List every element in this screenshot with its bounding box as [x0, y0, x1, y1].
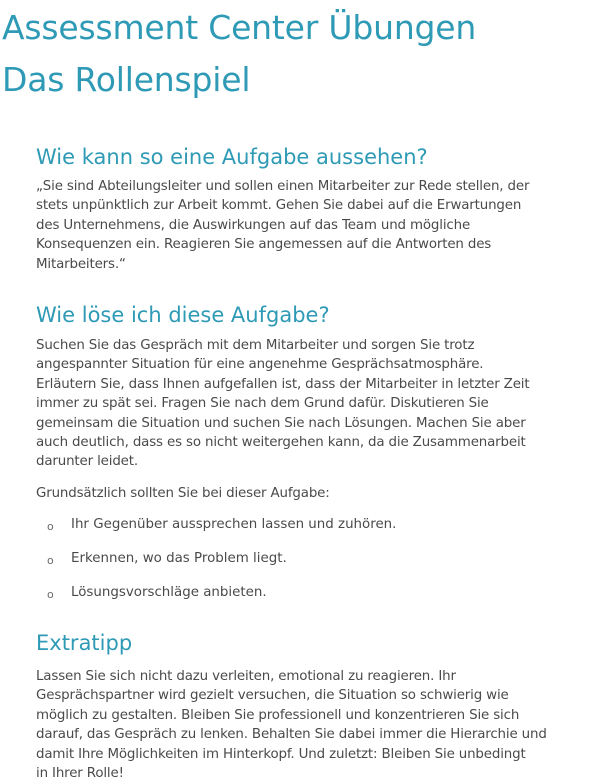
list-item-text: Erkennen, wo das Problem liegt.: [71, 551, 287, 566]
page-title: [2, 2, 476, 106]
list-item-text: Ihr Gegenüber aussprechen lassen und zuhören.: [71, 517, 397, 532]
intro-text: Grundsätzlich sollten Sie bei dieser Aufgabe:: [36, 486, 330, 501]
text-line: darauf, das Gespräch zu lenken. Behalten Sie dabei immer die Hierarchie und: [36, 727, 547, 743]
list-item-text: Lösungsvorschläge anbieten.: [71, 585, 267, 600]
text-line: in Ihrer Rolle!: [36, 766, 124, 782]
text-line: Gesprächspartner wird gezielt versuchen, die Situation so schwierig wie: [36, 688, 509, 704]
text-line: Mitarbeiters.“: [36, 256, 126, 272]
page-title-line2: Das Rollenspiel: [2, 60, 251, 99]
section2-intro: [36, 484, 611, 503]
bullet-marker: o: [47, 588, 54, 601]
text-line: auch deutlich, dass es so nicht weitergehen kann, da die Zusammenarbeit: [36, 435, 526, 451]
bullet-marker: o: [47, 520, 54, 533]
text-line: immer zu spät sei. Fragen Sie nach dem Grund dafür. Diskutieren Sie: [36, 396, 489, 412]
text-line: gemeinsam die Situation und suchen Sie nach Lösungen. Machen Sie aber: [36, 415, 526, 431]
section3-paragraph: [36, 667, 611, 783]
text-line: stets unpünktlich zur Arbeit kommt. Gehen Sie dabei auf die Erwartungen: [36, 198, 522, 214]
text-line: Suchen Sie das Gespräch mit dem Mitarbeiter und sorgen Sie trotz: [36, 338, 475, 353]
page-title-line1: Assessment Center Übungen: [2, 8, 477, 47]
section2-heading: Wie löse ich diese Aufgabe?: [36, 303, 330, 327]
section1-paragraph: [36, 177, 611, 274]
section1-heading: Wie kann so eine Aufgabe aussehen?: [36, 145, 428, 169]
text-line: Erläutern Sie, dass Ihnen aufgefallen ist, dass der Mitarbeiter in letzter Zeit: [36, 376, 530, 392]
text-line: Konsequenzen ein. Reagieren Sie angemessen auf die Antworten des: [36, 237, 492, 253]
text-line: „Sie sind Abteilungsleiter und sollen einen Mitarbeiter zur Rede stellen, der: [36, 179, 530, 194]
bullet-marker: o: [47, 554, 54, 567]
section3-heading: Extratipp: [36, 631, 133, 655]
text-line: des Unternehmens, die Auswirkungen auf das Team und mögliche: [36, 217, 471, 233]
section2-paragraph: [36, 336, 611, 472]
text-line: darunter leidet.: [36, 454, 138, 470]
text-line: damit Ihre Möglichkeiten im Hinterkopf. Und zuletzt: Bleiben Sie unbedingt: [36, 746, 526, 762]
text-line: möglich zu gestalten. Bleiben Sie professionell und konzentrieren Sie sich: [36, 707, 520, 723]
text-line: angespannter Situation für eine angenehme Gesprächsatmosphäre.: [36, 357, 484, 373]
text-line: Lassen Sie sich nicht dazu verleiten, emotional zu reagieren. Ihr: [36, 669, 456, 684]
